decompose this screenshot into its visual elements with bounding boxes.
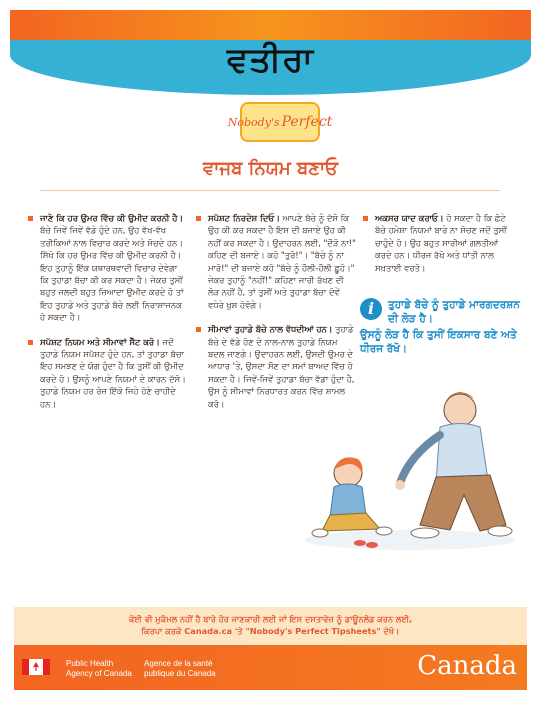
header-banner [10, 10, 531, 150]
column-3 [363, 212, 513, 286]
footer-note: ਕੋਈ ਵੀ ਮੁਕੰਮਲ ਨਹੀਂ ਹੈ ਬਾਰੇ ਹੋਰ ਜਾਣਕਾਰੀ ਲਈ ਜਾਂ ਇਸ ਦਸਤਾਵੇਜ਼ ਨੂੰ ਡਾਊਨਲੋਡ ਕਰਨ ਲਈ, ਕਿਰਪਾ ਕਰਕੇ Canada.ca 'ਤੇ "Nobody's Perfect Tipsheets" ਦੇਖੋ। [14, 607, 527, 645]
list-item: ਸਪੱਸ਼ਟ ਨਿਯਮ ਅਤੇ ਸੀਮਾਵਾਂ ਸੈੱਟ ਕਰੋ। ਜਦੋਂ ਤੁਹਾਡੇ ਨਿਯਮ ਸਪੱਸ਼ਟ ਹੁੰਦੇ ਹਨ, ਤਾਂ ਤੁਹਾਡਾ ਬੱਚਾ ਇਹ ਸਮਝਣ ਦੇ ਯੋਗ ਹੁੰਦਾ ਹੈ ਕਿ ਤੁਸੀਂ ਕੀ ਉਮੀਦ ਕਰਦੇ ਹੋ। ਉਸਨੂੰ ਆਪਣੇ ਨਿਯਮਾਂ ਦੇ ਕਾਰਨ ਦੱਸੋ। ਤੁਹਾਡੇ ਨਿਯਮ ਹਰ ਰੋਜ਼ ਇੱਕੋ ਜਿਹੇ ਹੋਣੇ ਚਾਹੀਦੇ ਹਨ। [28, 336, 188, 410]
divider [40, 190, 500, 191]
header-orange-strip [10, 10, 531, 40]
list-item: ਸੀਮਾਵਾਂ ਤੁਹਾਡੇ ਬੱਚੇ ਨਾਲ ਵੱਧਦੀਆਂ ਹਨ। ਤੁਹਾਡੇ ਬੱਚੇ ਦੇ ਵੱਡੇ ਹੋਣ ਦੇ ਨਾਲ-ਨਾਲ ਤੁਹਾਡੇ ਨਿਯਮ ਬਦਲ ਜਾਣਗੇ। ਉਦਾਹਰਨ ਲਈ, ਉਸਦੀ ਉਮਰ ਦੇ ਆਧਾਰ 'ਤੇ, ਉਸਦਾ ਸੌਣ ਦਾ ਸਮਾਂ ਬਾਅਦ ਵਿੱਚ ਹੋ ਸਕਦਾ ਹੈ। ਜਿਵੇਂ-ਜਿਵੇਂ ਤੁਹਾਡਾ ਬੱਚਾ ਵੱਡਾ ਹੁੰਦਾ ਹੈ, ਉਸ ਨੂੰ ਸੀਮਾਵਾਂ ਨਿਰਧਾਰਤ ਕਰਨ ਵਿੱਚ ਸ਼ਾਮਲ ਕਰੋ। [196, 323, 356, 410]
agency-name-fr: Agence de la santé publique du Canada [144, 659, 216, 678]
page-title: ਵਤੀਰਾ [226, 40, 315, 80]
column-1 [28, 212, 188, 422]
footer-bar [14, 645, 527, 690]
list-item: ਅਕਸਰ ਯਾਦ ਕਰਾਓ। ਹੋ ਸਕਦਾ ਹੈ ਕਿ ਛੋਟੇ ਬੱਚੇ ਹਮੇਸ਼ਾ ਨਿਯਮਾਂ ਬਾਰੇ ਨਾ ਸੋਚਣ ਜਦੋਂ ਤੁਸੀਂ ਚਾਹੁੰਦੇ ਹੋ। ਉਹ ਬਹੁਤ ਸਾਰੀਆਂ ਗਲਤੀਆਂ ਕਰਦੇ ਹਨ। ਧੀਰਜ ਰੱਖੋ ਅਤੇ ਧਾਂਤੀ ਨਾਲ ਸਖ਼ਤਾਈ ਵਰਤੋ। [363, 212, 513, 274]
agency-name-en: Public Health Agency of Canada [66, 659, 132, 678]
canada-wordmark: Canada [417, 651, 517, 681]
canada-flag-icon [22, 659, 50, 675]
list-item: ਜਾਣੋ ਕਿ ਹਰ ਉਮਰ ਵਿੱਚ ਕੀ ਉਮੀਦ ਕਰਨੀ ਹੈ। ਬੱਚੇ ਜਿਵੇਂ ਜਿਵੇਂ ਵੱਡੇ ਹੁੰਦੇ ਹਨ, ਉਹ ਵੱਖ-ਵੱਖ ਤਰੀਕਿਆਂ ਨਾਲ ਵਿਚਾਰ ਕਰਦੇ ਅਤੇ ਸੋਚਦੇ ਹਨ। ਸਿੱਖੋ ਕਿ ਹਰ ਉਮਰ ਵਿੱਚ ਕੀ ਉਮੀਦ ਕਰਨੀ ਹੈ। ਇਹ ਤੁਹਾਨੂੰ ਇੱਕ ਯਥਾਰਥਵਾਦੀ ਵਿਚਾਰ ਦੇਵੇਗਾ ਕਿ ਤੁਹਾਡਾ ਬੱਚਾ ਕੀ ਕਰ ਸਕਦਾ ਹੈ। ਜੇਕਰ ਤੁਸੀਂ ਬਹੁਤ ਜਲਦੀ ਬਹੁਤ ਜ਼ਿਆਦਾ ਉਮੀਦ ਕਰਦੇ ਹੋ ਤਾਂ ਇਹ ਤੁਹਾਡੇ ਅਤੇ ਤੁਹਾਡੇ ਬੱਚੇ ਲਈ ਨਿਰਾਸ਼ਾਜਨਕ ਹੋ ਸਕਦਾ ਹੈ। [28, 212, 188, 324]
guidance-callout: i ਤੁਹਾਡੇ ਬੱਚੇ ਨੂੰ ਤੁਹਾਡੇ ਮਾਰਗਦਰਸ਼ਨ ਦੀ ਲੋੜ ਹੈ। ਉਸਨੂੰ ਲੋੜ ਹੈ ਕਿ ਤੁਸੀਂ ਇਕਸਾਰ ਬਣੇ ਅਤੇ ਧੀਰਜ ਰੱਖੋ। [360, 299, 520, 355]
list-item: ਸਪੱਸ਼ਟ ਨਿਰਦੇਸ਼ ਦਿਓ। ਆਪਣੇ ਬੱਚੇ ਨੂੰ ਦੱਸੋ ਕਿ ਉਹ ਕੀ ਕਰ ਸਕਦਾ ਹੈ ਇਸ ਦੀ ਬਜਾਏ ਉਹ ਕੀ ਨਹੀਂ ਕਰ ਸਕਦਾ ਹੈ। ਉਦਾਹਰਨ ਲਈ, "ਦੌੜੋ ਨਾ!" ਕਹਿਣ ਦੀ ਬਜਾਏ। ਕਹੋ "ਤੁਰੋ!"। "ਬੱਚੇ ਨੂੰ ਨਾ ਮਾਰੋ!" ਦੀ ਬਜਾਏ ਕਹੋ "ਬੱਚੇ ਨੂੰ ਹੌਲੀ-ਹੌਲੀ ਛੂਹੋ।" ਜੇਕਰ ਤੁਹਾਨੂੰ "ਨਹੀਂ!" ਕਹਿਣਾ ਜਾਰੀ ਰੱਖਣ ਦੀ ਲੋੜ ਨਹੀਂ ਹੈ, ਤਾਂ ਤੁਸੀਂ ਅਤੇ ਤੁਹਾਡਾ ਬੱਚਾ ਦੋਵੇਂ ਵਧੇਰੇ ਖੁਸ਼ ਹੋਵੋਗੇ। [196, 212, 356, 311]
nobodys-perfect-logo: Nobody's Perfect [240, 102, 320, 142]
info-icon: i [360, 298, 382, 320]
section-heading: ਵਾਜਬ ਨਿਯਮ ਬਣਾਓ [202, 158, 339, 179]
parent-child-illustration [300, 365, 520, 555]
